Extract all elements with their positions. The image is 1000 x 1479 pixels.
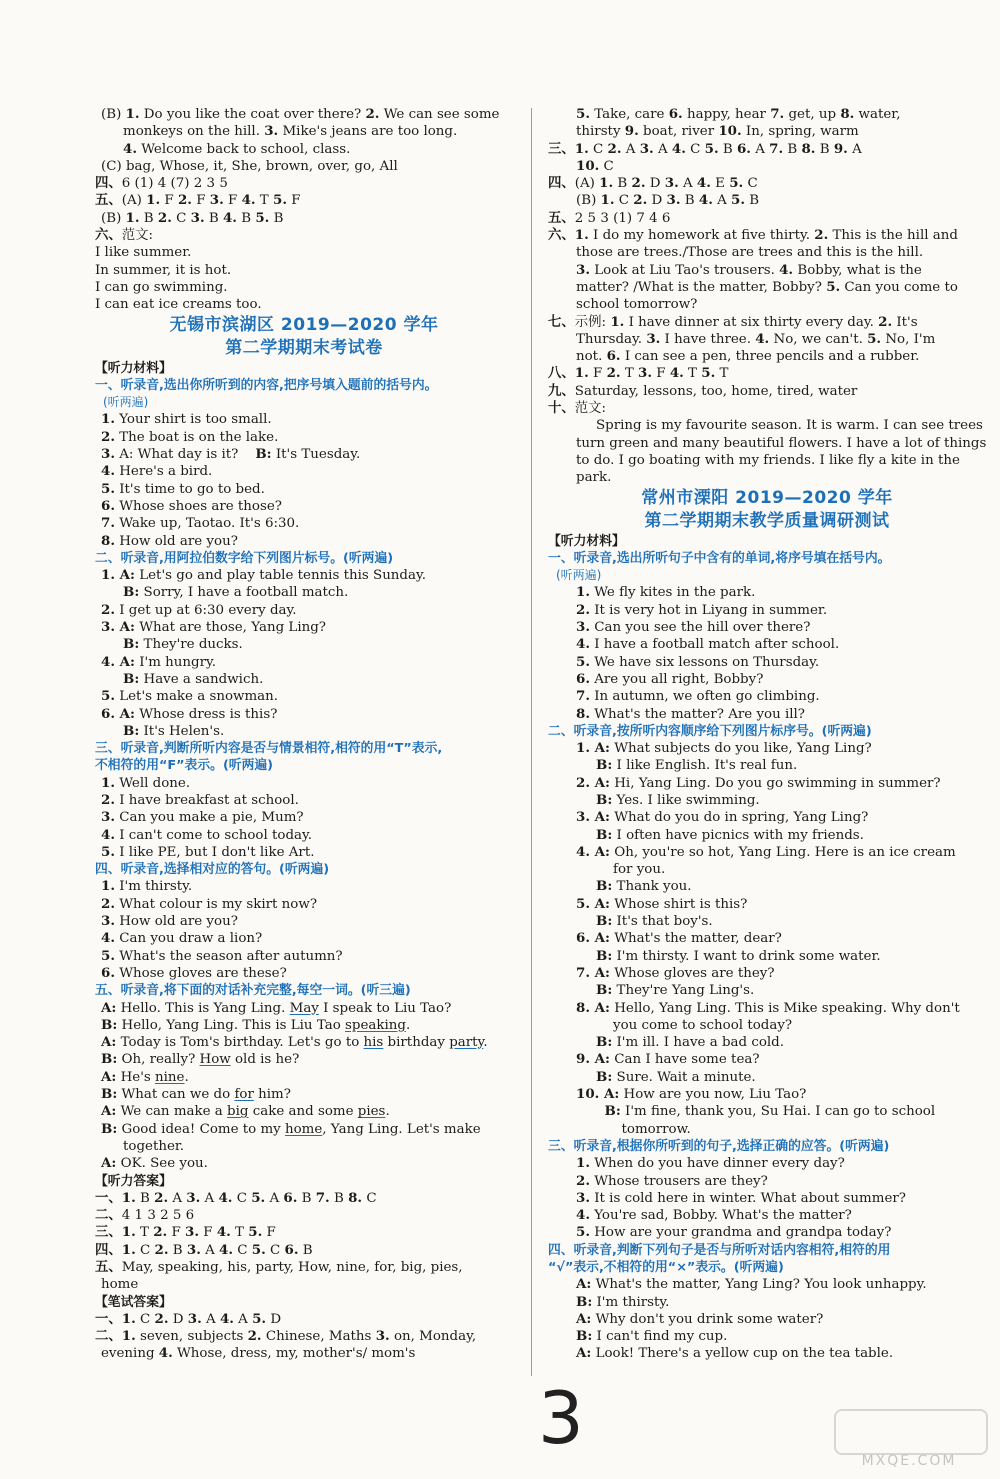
text-line: 5. We have six lessons on Thursday. <box>576 653 820 670</box>
text-line: (B) 1. C 2. D 3. B 4. A 5. B <box>576 192 760 209</box>
text-line: 2. The boat is on the lake. <box>101 428 279 445</box>
text-line: 2. What colour is my skirt now? <box>101 895 318 912</box>
text-line: 7. Wake up, Taotao. It's 6:30. <box>101 515 300 532</box>
text-line: 三、1. T 2. F 3. F 4. T 5. F <box>95 1224 276 1241</box>
text-line: A: Hello. This is Yang Ling. May I speak to Liu Tao? <box>101 999 452 1016</box>
left-column <box>95 106 513 1363</box>
text-line: monkeys on the hill. 3. Mike's jeans are too long. <box>123 123 458 140</box>
text-line: A: OK. See you. <box>101 1155 208 1172</box>
text-line: I can go swimming. <box>95 279 228 295</box>
text-line: A: We can make a big cake and some pies. <box>101 1103 390 1120</box>
question-heading: 二、听录音,用阿拉伯数字给下列图片标号。(听两遍) <box>95 550 394 566</box>
text-line: (听两遍) <box>556 568 602 583</box>
text-line: 4. I can't come to school today. <box>101 826 313 843</box>
text-line: A: Look! There's a yellow cup on the tea table. <box>576 1345 894 1362</box>
text-line: 4. Can you draw a lion? <box>101 930 263 947</box>
text-line: 1. A: What subjects do you like, Yang Ling? <box>576 740 872 757</box>
question-heading: 四、听录音,判断下列句子是否与所听对话内容相符,相符的用 <box>548 1242 891 1258</box>
text-line: B: I often have picnics with my friends. <box>596 826 864 843</box>
text-line: 4. You're sad, Bobby. What's the matter? <box>576 1207 852 1224</box>
text-line: A: What's the matter, Yang Ling? You look unhappy. <box>576 1276 927 1293</box>
text-line: 3. A: What day is it? B: It's Tuesday. <box>101 446 361 463</box>
text-line: B: I can't find my cup. <box>576 1328 728 1345</box>
text-line: 5. How are your grandma and grandpa today? <box>576 1224 892 1241</box>
text-line: I like summer. <box>95 245 192 261</box>
text-line: 10. C <box>576 157 614 174</box>
text-line: 1. Your shirt is too small. <box>101 411 272 428</box>
text-line: (听两遍) <box>103 395 149 410</box>
text-line: 3. A: What are those, Yang Ling? <box>101 619 326 636</box>
text-line: 四、(A) 1. B 2. D 3. A 4. E 5. C <box>548 175 758 192</box>
text-line: 8. A: Hello, Yang Ling. This is Mike speaking. Why don't <box>576 999 960 1016</box>
text-line: B: It's Helen's. <box>123 722 225 739</box>
question-heading: 不相符的用“F”表示。(听两遍) <box>95 758 274 774</box>
watermark-text: MXQE.COM <box>861 1453 957 1469</box>
text-line: 5. Take, care 6. happy, hear 7. get, up 8. water, <box>576 106 901 122</box>
text-line: 6. A: Whose dress is this? <box>101 705 278 722</box>
text-line: 八、1. F 2. T 3. F 4. T 5. T <box>548 365 729 382</box>
text-line: (C) bag, Whose, it, She, brown, over, go, All <box>101 158 398 174</box>
text-line: Spring is my favourite season. It is warm. I can see trees <box>596 418 983 434</box>
question-heading: 三、听录音,根据你所听到的句子,选择正确的应答。(听两遍) <box>548 1138 890 1154</box>
text-line: 6. Whose gloves are these? <box>101 964 287 981</box>
text-line: 六、1. I do my homework at five thirty. 2. This is the hill and <box>548 227 958 244</box>
text-line: 5. Let's make a snowman. <box>101 688 279 705</box>
right-column <box>548 106 986 1363</box>
page-number: 3 <box>538 1376 584 1460</box>
question-heading: 三、听录音,判断所听内容是否与情景相符,相符的用“T”表示, <box>95 741 443 757</box>
text-line: tomorrow. <box>596 1121 691 1137</box>
watermark-stamp-icon <box>834 1409 988 1455</box>
text-line: 3. How old are you? <box>101 913 238 930</box>
text-line: 1. We fly kites in the park. <box>576 584 756 601</box>
text-line: school tomorrow? <box>576 297 698 313</box>
question-heading: 一、听录音,选出所听句子中含有的单词,将序号填在括号内。 <box>548 550 891 566</box>
text-line: 五、2 5 3 (1) 7 4 6 <box>548 209 671 226</box>
text-line: B: What can we do for him? <box>101 1086 291 1103</box>
text-line: 2. It is very hot in Liyang in summer. <box>576 601 828 618</box>
text-line: for you. <box>596 862 666 878</box>
text-line: 6. Whose shoes are those? <box>101 497 282 514</box>
text-line: you come to school today? <box>596 1017 793 1033</box>
question-heading: 二、听录音,按所听内容顺序给下列图片标序号。(听两遍) <box>548 723 872 739</box>
text-line: 6. A: What's the matter, dear? <box>576 930 782 947</box>
text-line: 5. I like PE, but I don't like Art. <box>101 843 315 860</box>
question-heading: 一、听录音,选出你所听到的内容,把序号填入题前的括号内。 <box>95 377 438 393</box>
text-line: B: Thank you. <box>596 878 692 895</box>
text-line: A: Why don't you drink some water? <box>576 1310 824 1327</box>
text-line: 【笔试答案】 <box>95 1294 172 1310</box>
text-line: 3. A: What do you do in spring, Yang Ling? <box>576 809 869 826</box>
text-line: 二、4 1 3 2 5 6 <box>95 1207 195 1224</box>
text-line: 四、1. C 2. B 3. A 4. C 5. C 6. B <box>95 1241 313 1258</box>
text-line: (B) 1. Do you like the coat over there? 2. We can see some <box>101 106 500 122</box>
text-line: 三、1. C 2. A 3. A 4. C 5. B 6. A 7. B 8. B 9. A <box>548 140 862 157</box>
text-line: B: I'm thirsty. I want to drink some water. <box>596 947 881 964</box>
text-line: 4. A: Oh, you're so hot, Yang Ling. Here is an ice cream <box>576 843 956 860</box>
text-line: not. 6. I can see a pen, three pencils and a rubber. <box>576 348 920 365</box>
text-line: B: Sure. Wait a minute. <box>596 1068 756 1085</box>
text-line: 7. A: Whose gloves are they? <box>576 964 775 981</box>
text-line: 3. Can you make a pie, Mum? <box>101 809 304 826</box>
text-line: home <box>101 1277 139 1293</box>
text-line: 2. I get up at 6:30 every day. <box>101 601 297 618</box>
text-line: I can eat ice creams too. <box>95 297 262 313</box>
section-title: 第二学期期末考试卷 <box>225 337 383 358</box>
text-line: thirsty 9. boat, river 10. In, spring, warm <box>576 123 859 140</box>
text-line: Thursday. 3. I have three. 4. No, we can't. 5. No, I'm <box>576 330 936 347</box>
question-heading: 四、听录音,选择相对应的答句。(听两遍) <box>95 862 330 878</box>
text-line: 2. Whose trousers are they? <box>576 1172 768 1189</box>
text-line: 1. A: Let's go and play table tennis this Sunday. <box>101 567 427 584</box>
text-line: 5. What's the season after autumn? <box>101 947 343 964</box>
text-line: B: I'm fine, thank you, Su Hai. I can go to school <box>604 1103 936 1120</box>
text-line: B: I'm thirsty. <box>576 1293 670 1310</box>
text-line: 六、范文: <box>95 227 154 244</box>
section-title: 无锡市滨湖区 2019—2020 学年 <box>169 314 439 335</box>
text-line: 5. A: Whose shirt is this? <box>576 895 748 912</box>
text-line: 九、Saturday, lessons, too, home, tired, water <box>548 382 858 399</box>
text-line: park. <box>576 470 612 486</box>
text-line: B: They're ducks. <box>123 636 243 653</box>
text-line: 七、示例: 1. I have dinner at six thirty every day. 2. It's <box>548 313 918 330</box>
text-line: B: Hello, Yang Ling. This is Liu Tao speaking. <box>101 1016 411 1033</box>
text-line: matter? /What is the matter, Bobby? 5. Can you come to <box>576 278 958 295</box>
text-line: 1. When do you have dinner every day? <box>576 1155 845 1172</box>
text-line: 五、(A) 1. F 2. F 3. F 4. T 5. F <box>95 192 301 209</box>
text-line: B: Yes. I like swimming. <box>596 791 760 808</box>
text-line: 一、1. B 2. A 3. A 4. C 5. A 6. B 7. B 8. C <box>95 1189 377 1206</box>
text-line: 3. Look at Liu Tao's trousers. 4. Bobby, what is the <box>576 261 922 278</box>
text-line: 十、范文: <box>548 400 607 417</box>
text-line: 3. It is cold here in winter. What about summer? <box>576 1189 906 1206</box>
text-line: 6. Are you all right, Bobby? <box>576 670 764 687</box>
text-line: 【听力答案】 <box>95 1173 172 1189</box>
text-line: 8. How old are you? <box>101 532 238 549</box>
question-heading: 五、听录音,将下面的对话补充完整,每空一词。(听三遍) <box>95 983 411 999</box>
text-line: turn green and many beautiful flowers. I have a lot of things <box>576 435 986 451</box>
text-line: 2. A: Hi, Yang Ling. Do you go swimming in summer? <box>576 774 941 791</box>
text-line: 1. Well done. <box>101 774 191 791</box>
text-line: 4. Welcome back to school, class. <box>123 140 351 157</box>
section-title: 第二学期期末教学质量调研测试 <box>644 510 890 531</box>
text-line: 一、1. C 2. D 3. A 4. A 5. D <box>95 1310 282 1327</box>
text-line: 7. In autumn, we often go climbing. <box>576 688 820 705</box>
watermark-logo <box>834 1409 984 1471</box>
text-line: 4. I have a football match after school. <box>576 636 840 653</box>
text-line: B: It's that boy's. <box>596 913 713 930</box>
text-line: B: Good idea! Come to my home, Yang Ling. Let's make <box>101 1120 481 1137</box>
text-line: 1. I'm thirsty. <box>101 878 193 895</box>
text-line: 【听力材料】 <box>95 360 172 376</box>
text-line: 4. A: I'm hungry. <box>101 653 217 670</box>
text-line: A: Today is Tom's birthday. Let's go to his birthday party. <box>101 1034 488 1051</box>
text-line: 5. It's time to go to bed. <box>101 480 265 497</box>
text-line: In summer, it is hot. <box>95 262 232 278</box>
text-line: 8. What's the matter? Are you ill? <box>576 705 805 722</box>
text-line: B: Sorry, I have a football match. <box>123 584 349 601</box>
text-line: 二、1. seven, subjects 2. Chinese, Maths 3. on, Monday, <box>95 1328 477 1345</box>
text-line: together. <box>123 1138 185 1154</box>
text-line: 4. Here's a bird. <box>101 463 213 480</box>
text-line: B: They're Yang Ling's. <box>596 982 755 999</box>
text-line: A: He's nine. <box>101 1068 189 1085</box>
text-line: 2. I have breakfast at school. <box>101 791 299 808</box>
text-line: 10. A: How are you now, Liu Tao? <box>576 1086 807 1103</box>
text-line: 3. Can you see the hill over there? <box>576 619 811 636</box>
text-line: evening 4. Whose, dress, my, mother's/ mom's <box>101 1345 416 1362</box>
question-heading: “√”表示,不相符的用“×”表示。(听两遍) <box>548 1260 784 1275</box>
column-divider <box>531 108 532 1376</box>
text-line: 五、May, speaking, his, party, How, nine, for, big, pies, <box>95 1259 463 1275</box>
text-line: B: Oh, really? How old is he? <box>101 1051 300 1068</box>
text-line: B: I'm ill. I have a bad cold. <box>596 1034 785 1051</box>
text-line: 【听力材料】 <box>548 533 625 549</box>
section-title: 常州市溧阳 2019—2020 学年 <box>641 487 893 508</box>
text-line: those are trees./Those are trees and this is the hill. <box>576 245 924 261</box>
text-line: B: I like English. It's real fun. <box>596 757 798 774</box>
text-line: to do. I go boating with my friends. I like fly a kite in the <box>576 452 960 468</box>
text-line: 9. A: Can I have some tea? <box>576 1051 760 1068</box>
text-line: 四、6 (1) 4 (7) 2 3 5 <box>95 175 228 192</box>
text-line: B: Have a sandwich. <box>123 670 264 687</box>
text-line: (B) 1. B 2. C 3. B 4. B 5. B <box>101 209 284 226</box>
